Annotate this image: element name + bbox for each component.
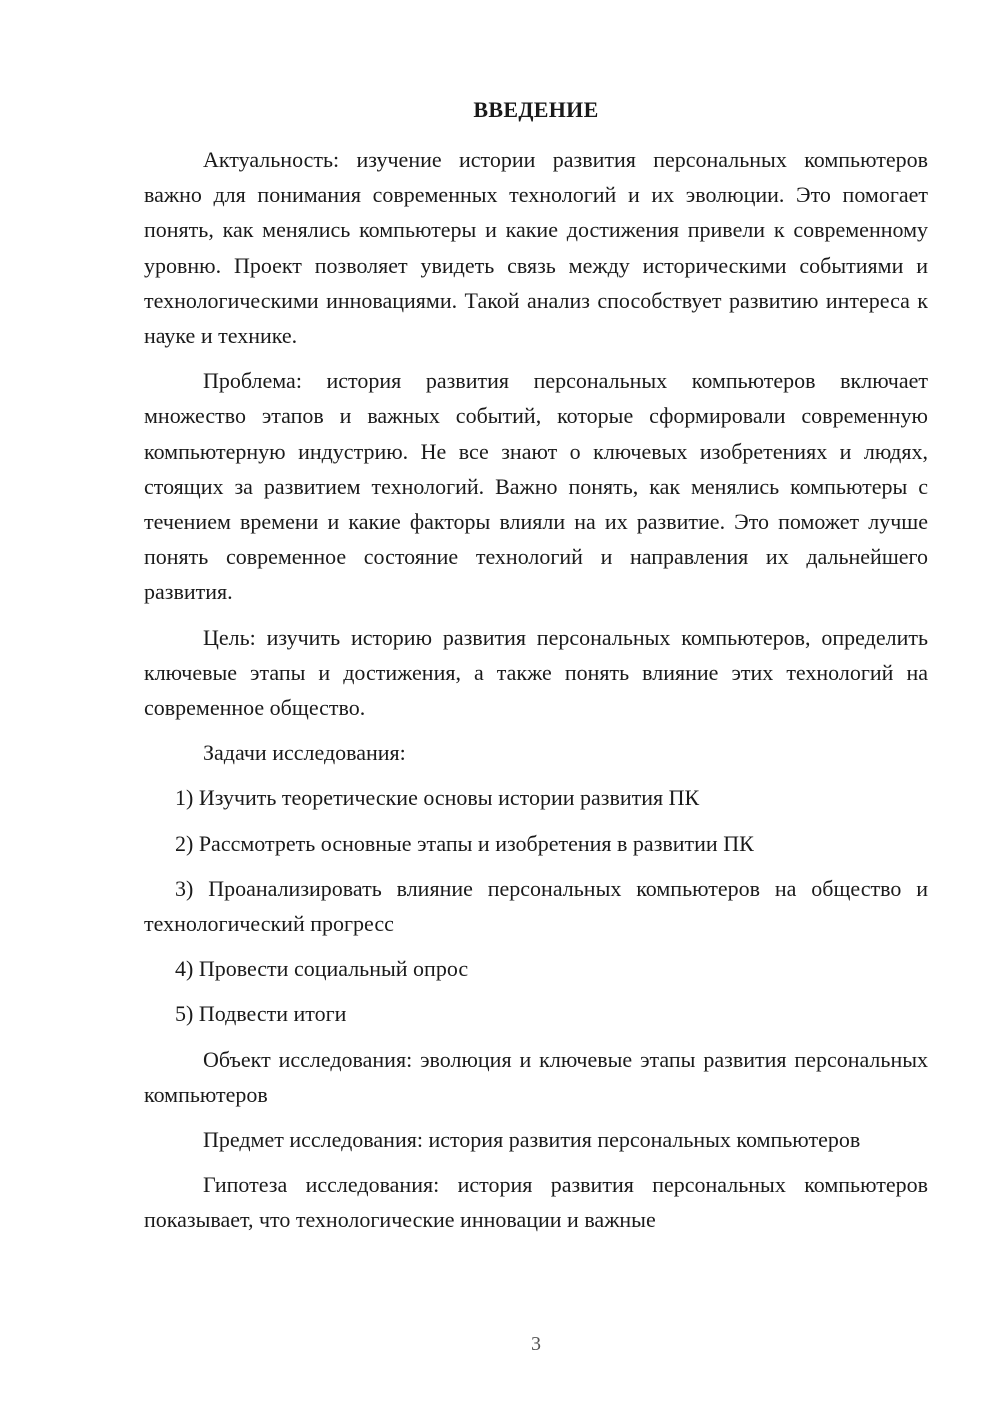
task-item-3: 3) Проанализировать влияние персональных компьютеров на общество и технологический прогресс: [144, 875, 928, 937]
task-item-1: 1) Изучить теоретические основы истории развития ПК: [175, 785, 700, 811]
problem-paragraph: Проблема: история развития персональных компьютеров включает множество этапов и важных событий, которые сформировали современную компьютерную индустрию. Не все знают о ключевых изобретениях и людях, стоящих за развитием технологий. Важно понять, как менялись компьютеры с течением времени и какие факторы влияли на их развитие. Это поможет лучше понять современное состояние технологий и направления их дальнейшего развития.: [144, 368, 928, 605]
task-item-2: 2) Рассмотреть основные этапы и изобретения в развитии ПК: [175, 830, 754, 856]
task-item-4: 4) Провести социальный опрос: [175, 956, 469, 982]
goal-paragraph: Цель: изучить историю развития персональных компьютеров, определить ключевые этапы и достижения, а также понять влияние этих технологий на современное общество.: [144, 624, 928, 721]
relevance-paragraph: Актуальность: изучение истории развития персональных компьютеров важно для понимания современных технологий и их эволюции. Это помогает понять, как менялись компьютеры и какие достижения привели к современному уровню. Проект позволяет увидеть связь между историческими событиями и технологическими инновациями. Такой анализ способствует развитию интереса к науке и технике.: [144, 147, 928, 349]
subject-paragraph: Предмет исследования: история развития персональных компьютеров: [203, 1127, 861, 1153]
page-number: 3: [531, 1333, 541, 1355]
tasks-title: Задачи исследования:: [203, 740, 406, 766]
document-page: [144, 92, 928, 1248]
task-item-5: 5) Подвести итоги: [175, 1001, 347, 1027]
hypothesis-paragraph: Гипотеза исследования: история развития персональных компьютеров показывает, что технологические инновации и важные: [144, 1172, 928, 1233]
object-paragraph: Объект исследования: эволюция и ключевые этапы развития персональных компьютеров: [144, 1046, 928, 1107]
section-heading: ВВЕДЕНИЕ: [473, 97, 599, 122]
